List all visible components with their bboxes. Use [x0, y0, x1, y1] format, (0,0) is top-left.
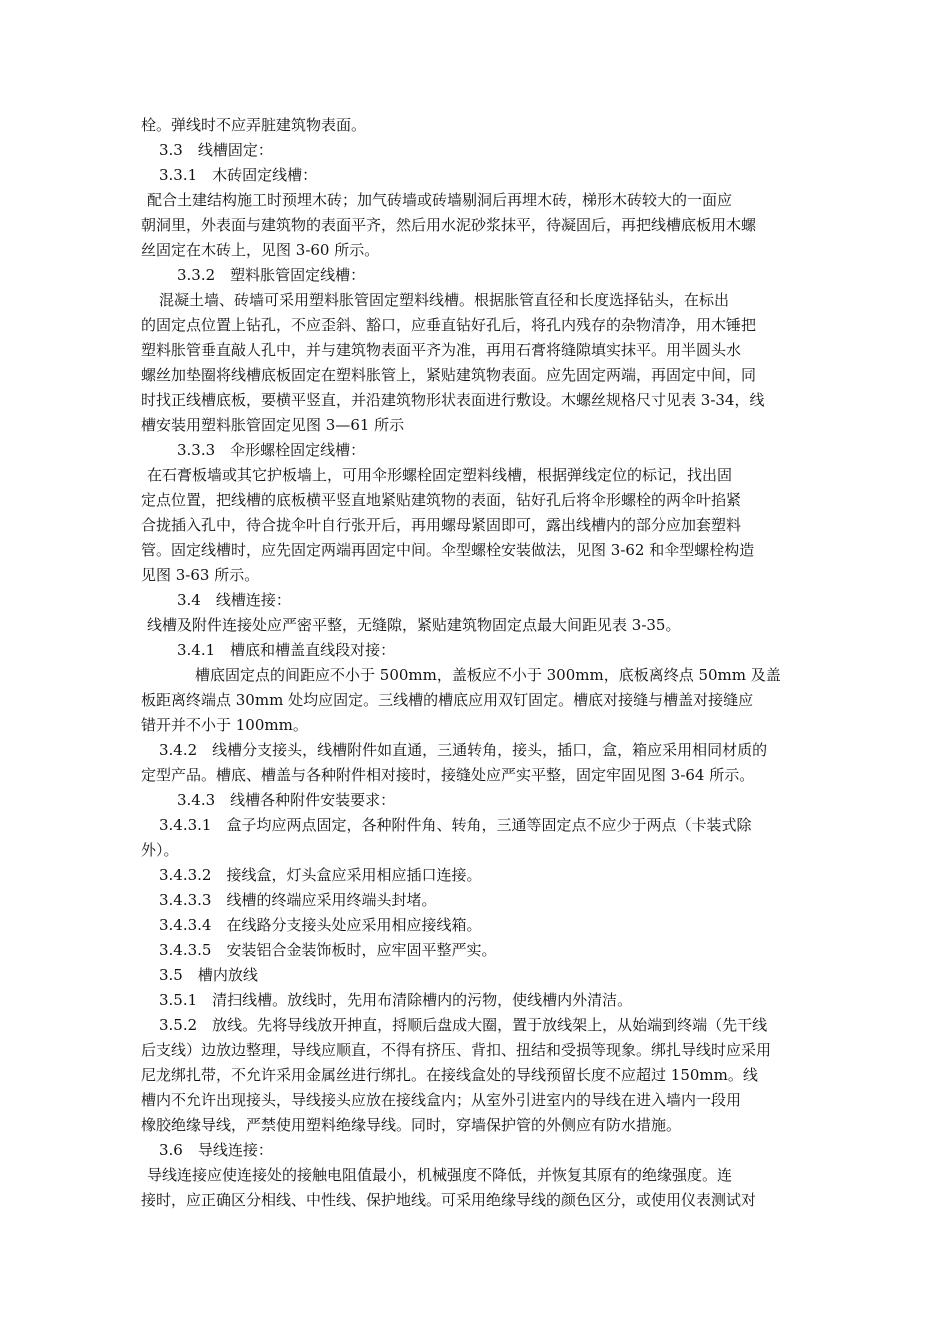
subsection-heading: 3.4.3 线槽各种附件安装要求： — [177, 791, 396, 809]
list-item: 3.4.3.5 安装铝合金装饰板时，应牢固平整严实。 — [159, 941, 497, 959]
body-line: 塑料胀管垂直敲人孔中，并与建筑物表面平齐为准，再用石膏将缝隙填实抹平。用半圆头水 — [141, 341, 742, 359]
subsection-heading: 3.4.1 槽底和槽盖直线段对接： — [177, 641, 396, 659]
body-line: 橡胶绝缘导线，严禁使用塑料绝缘导线。同时，穿墙保护管的外侧应有防水措施。 — [141, 1116, 682, 1134]
body-line: 接时，应正确区分相线、中性线、保护地线。可采用绝缘导线的颜色区分，或使用仪表测试对 — [141, 1191, 757, 1209]
subsection-heading: 3.5.2 放线。先将导线放开抻直，捋顺后盘成大圈，置于放线架上，从始端到终端（先干线 — [159, 1016, 768, 1034]
body-line: 错开并不小于 100mm。 — [141, 716, 308, 734]
body-line: 槽底固定点的间距应不小于 500mm，盖板应不小于 300mm，底板离终点 50mm 及盖 — [195, 666, 781, 684]
body-line: 在石膏板墙或其它护板墙上，可用伞形螺栓固定塑料线槽，根据弹线定位的标记，找出固 — [147, 466, 733, 484]
section-heading: 3.5 槽内放线 — [159, 966, 258, 984]
section-heading: 3.6 导线连接： — [159, 1141, 273, 1159]
body-line: 槽内不允许出现接头，导线接头应放在接线盒内；从室外引进室内的导线在进入墙内一段用 — [141, 1091, 742, 1109]
body-line: 丝固定在木砖上，见图 3-60 所示。 — [141, 241, 380, 259]
body-line: 定型产品。槽底、槽盖与各种附件相对接时，接缝处应严实平整，固定牢固见图 3-64 所示。 — [141, 766, 755, 784]
subsection-heading: 3.3.2 塑料胀管固定线槽： — [177, 266, 366, 284]
body-line: 后支线）边放边整理，导线应顺直，不得有挤压、背扣、扭结和受损等现象。绑扎导线时应采用 — [141, 1041, 772, 1059]
list-item: 3.4.3.1 盒子均应两点固定，各种附件角、转角，三通等固定点不应少于两点（卡装式除 — [159, 816, 752, 834]
subsection-heading: 3.3.3 伞形螺栓固定线槽： — [177, 441, 366, 459]
body-line: 合拢插入孔中，待合拢伞叶自行张开后，再用螺母紧固即可，露出线槽内的部分应加套塑料 — [141, 516, 742, 534]
body-line: 配合土建结构施工时预埋木砖；加气砖墙或砖墙剔洞后再埋木砖，梯形木砖较大的一面应 — [147, 191, 733, 209]
subsection-heading: 3.4.2 线槽分支接头，线槽附件如直通，三通转角，接头，插口，盒，箱应采用相同材质的 — [159, 741, 768, 759]
body-line: 尼龙绑扎带，不允许采用金属丝进行绑扎。在接线盒处的导线预留长度不应超过 150mm。线 — [141, 1066, 758, 1084]
body-line: 导线连接应使连接处的接触电阻值最小，机械强度不降低，并恢复其原有的绝缘强度。连 — [147, 1166, 733, 1184]
list-item: 3.4.3.4 在线路分支接头处应采用相应接线箱。 — [159, 916, 482, 934]
subsection-heading: 3.3.1 木砖固定线槽： — [159, 166, 318, 184]
body-line: 的固定点位置上钻孔，不应歪斜、豁口，应垂直钻好孔后，将孔内残存的杂物清净，用木锤把 — [141, 316, 757, 334]
body-line: 管。固定线槽时，应先固定两端再固定中间。伞型螺栓安装做法，见图 3-62 和伞型螺栓构造 — [141, 541, 755, 559]
list-item: 3.4.3.2 接线盒，灯头盒应采用相应插口连接。 — [159, 866, 482, 884]
body-line: 槽安装用塑料胀管固定见图 3—61 所示 — [141, 416, 405, 434]
body-line: 螺丝加垫圈将线槽底板固定在塑料胀管上，紧贴建筑物表面。应先固定两端，再固定中间，同 — [141, 366, 757, 384]
body-line: 定点位置，把线槽的底板横平竖直地紧贴建筑物的表面，钻好孔后将伞形螺栓的两伞叶掐紧 — [141, 491, 742, 509]
body-line: 朝洞里，外表面与建筑物的表面平齐，然后用水泥砂浆抹平，待凝固后，再把线槽底板用木螺 — [141, 216, 757, 234]
body-line: 见图 3-63 所示。 — [141, 566, 260, 584]
section-heading: 3.3 线槽固定： — [159, 141, 273, 159]
section-heading: 3.4 线槽连接： — [177, 591, 291, 609]
body-line: 栓。弹线时不应弄脏建筑物表面。 — [141, 116, 367, 134]
body-line: 板距离终端点 30mm 处均应固定。三线槽的槽底应用双钉固定。槽底对接缝与槽盖对接缝应 — [141, 691, 754, 709]
body-line: 线槽及附件连接处应严密平整，无缝隙，紧贴建筑物固定点最大间距见表 3-35。 — [147, 616, 681, 634]
subsection-heading: 3.5.1 清扫线槽。放线时，先用布清除槽内的污物，使线槽内外清洁。 — [159, 991, 633, 1009]
document-body — [141, 113, 809, 1213]
body-line: 混凝土墙、砖墙可采用塑料胀管固定塑料线槽。根据胀管直径和长度选择钻头，在标出 — [159, 291, 730, 309]
body-line: 时找正线槽底板，要横平竖直，并沿建筑物形状表面进行敷设。木螺丝规格尺寸见表 3-34，线 — [141, 391, 765, 409]
list-item: 3.4.3.3 线槽的终端应采用终端头封堵。 — [159, 891, 437, 909]
body-line: 外）。 — [141, 841, 179, 859]
